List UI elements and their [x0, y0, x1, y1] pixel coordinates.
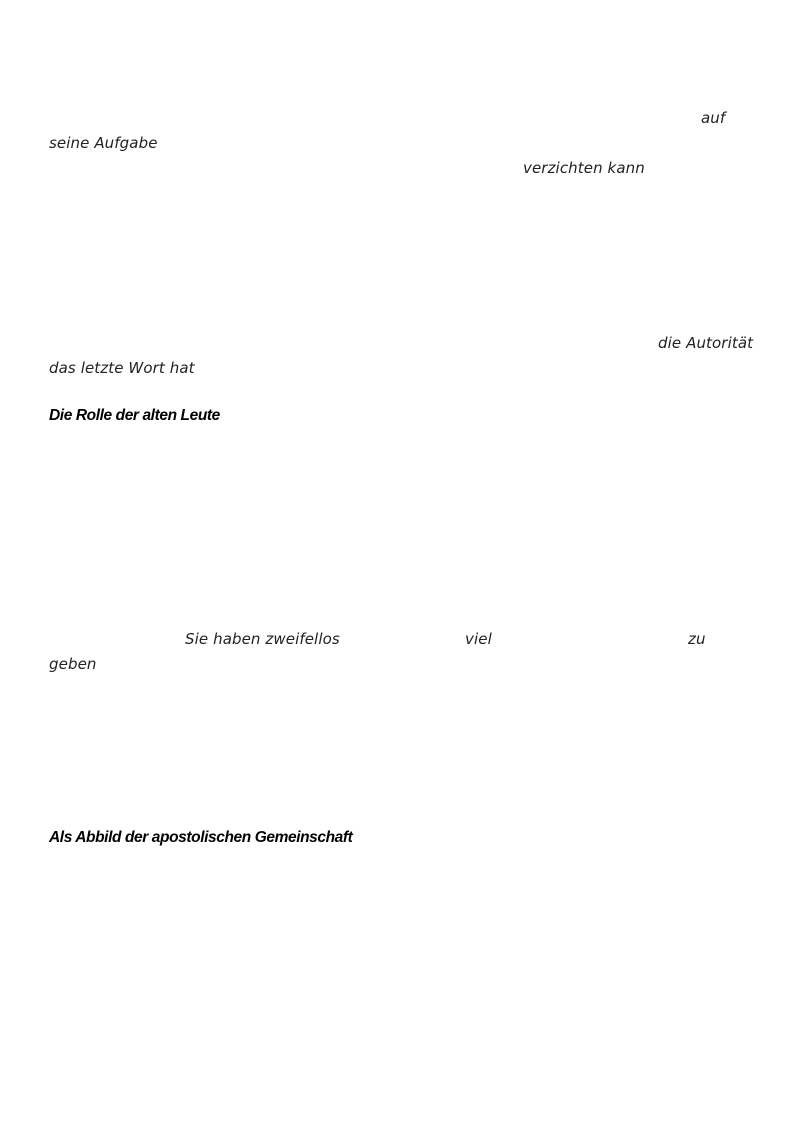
text-fragment-zu: zu: [688, 630, 706, 648]
text-fragment-auf: auf: [701, 109, 726, 127]
text-fragment-die-autoritaet: die Autorität: [658, 334, 754, 352]
section-heading-rolle-alte-leute: Die Rolle der alten Leute: [49, 407, 220, 424]
text-fragment-seine-aufgabe: seine Aufgabe: [49, 134, 158, 152]
text-fragment-viel: viel: [465, 630, 492, 648]
text-fragment-sie-haben: Sie haben zweifellos: [185, 630, 340, 648]
text-fragment-verzichten-kann: verzichten kann: [523, 159, 645, 177]
section-heading-apostolische-gemeinschaft: Als Abbild der apostolischen Gemeinschaft: [49, 829, 353, 846]
text-fragment-geben: geben: [49, 655, 97, 673]
text-fragment-das-letzte-wort: das letzte Wort hat: [49, 359, 195, 377]
